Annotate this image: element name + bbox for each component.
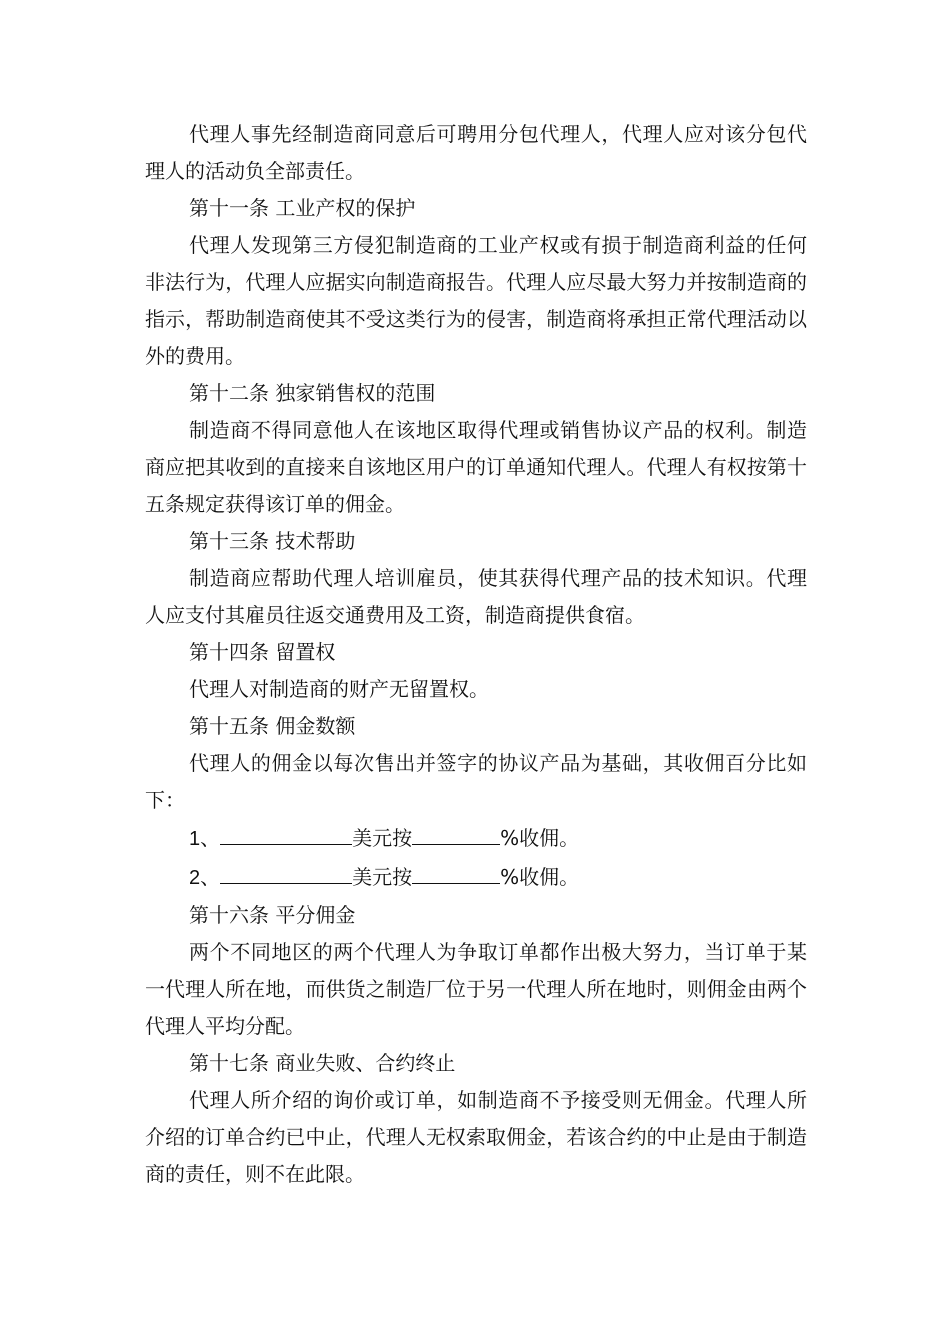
paragraph-article-13: 制造商应帮助代理人培训雇员，使其获得代理产品的技术知识。代理人应支付其雇员往返交通费用及工资，制造商提供食宿。 — [145, 566, 807, 627]
paragraph-article-11: 代理人发现第三方侵犯制造商的工业产权或有损于制造商利益的任何非法行为，代理人应据实向制造商报告。代理人应尽最大努力并按制造商的指示，帮助制造商使其不受这类行为的侵害，制造商将承担正常代理活动以外的费用。 — [145, 233, 807, 368]
heading-article-14: 第十四条 留置权 — [189, 640, 336, 664]
commission-item-1 — [145, 819, 807, 858]
percent-blank[interactable] — [412, 858, 500, 884]
paragraph-article-12: 制造商不得同意他人在该地区取得代理或销售协议产品的权利。制造商应把其收到的直接来自该地区用户的订单通知代理人。代理人有权按第十五条规定获得该订单的佣金。 — [145, 418, 807, 516]
commission-item-2 — [145, 858, 807, 897]
document-body — [145, 116, 807, 1193]
commission-item-unit: 美元按 — [352, 826, 413, 850]
paragraph-article-14: 代理人对制造商的财产无留置权。 — [189, 677, 489, 701]
paragraph-article-16: 两个不同地区的两个代理人为争取订单都作出极大努力，当订单于某一代理人所在地，而供货之制造厂位于另一代理人所在地时，则佣金由两个代理人平均分配。 — [145, 940, 807, 1038]
amount-blank[interactable] — [220, 819, 352, 845]
heading-article-16: 第十六条 平分佣金 — [189, 903, 356, 927]
heading-article-15: 第十五条 佣金数额 — [189, 714, 356, 738]
commission-item-number: 2、 — [189, 867, 221, 889]
heading-article-11: 第十一条 工业产权的保护 — [189, 196, 416, 220]
commission-item-number: 1、 — [189, 828, 221, 850]
commission-item-unit: 美元按 — [352, 865, 413, 889]
paragraph-article-17: 代理人所介绍的询价或订单，如制造商不予接受则无佣金。代理人所介绍的订单合约已中止，代理人无权索取佣金，若该合约的中止是由于制造商的责任，则不在此限。 — [145, 1088, 807, 1186]
heading-article-12: 第十二条 独家销售权的范围 — [189, 381, 436, 405]
heading-article-17: 第十七条 商业失败、合约终止 — [189, 1051, 456, 1075]
commission-item-suffix: %收佣。 — [500, 865, 580, 889]
paragraph-article-15: 代理人的佣金以每次售出并签字的协议产品为基础，其收佣百分比如下： — [145, 751, 807, 812]
amount-blank[interactable] — [220, 858, 352, 884]
heading-article-13: 第十三条 技术帮助 — [189, 529, 356, 553]
paragraph-subagent: 代理人事先经制造商同意后可聘用分包代理人，代理人应对该分包代理人的活动负全部责任。 — [145, 122, 807, 183]
percent-blank[interactable] — [412, 819, 500, 845]
commission-item-suffix: %收佣。 — [500, 826, 580, 850]
